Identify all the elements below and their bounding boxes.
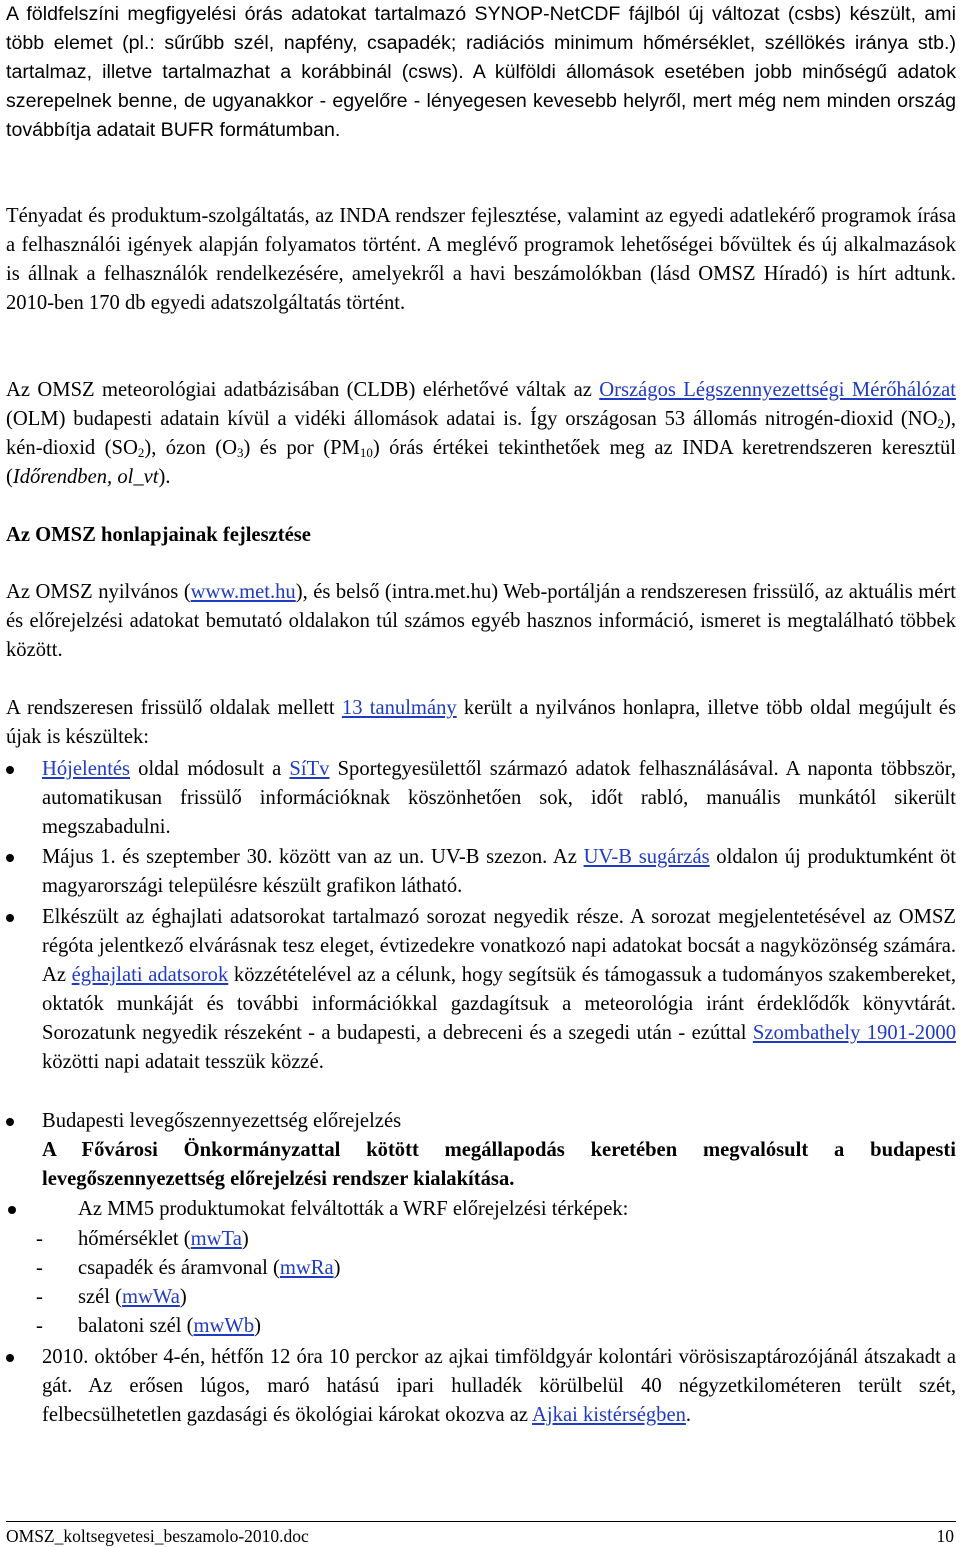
list-item-text: [42, 755, 956, 842]
text: közzétételével az a célunk, hogy segítsük és támogassuk a tudományos szakembereket, oktatók munkáját és további információkkal gazdagítsuk a meteorológia iránt érdeklődők könyvtárát. Sorozatunk negyedik részeként - a budapesti, a debreceni és a szegedi után - ezúttal: [42, 964, 956, 1044]
hojelentes-link[interactable]: Hójelentés: [42, 758, 131, 780]
list-item-text: [78, 1195, 956, 1224]
list-item: [6, 755, 956, 842]
wrf-item: [36, 1312, 956, 1341]
subscript: 2: [937, 416, 944, 431]
bullet-list: [6, 903, 956, 1077]
text: ), kén-dioxid (SO: [6, 408, 956, 459]
list-item-text: [42, 843, 956, 901]
met-hu-link[interactable]: www.met.hu: [190, 581, 296, 603]
section-heading: Az OMSZ honlapjainak fejlesztése: [6, 524, 311, 546]
studies-link[interactable]: 13 tanulmány: [341, 697, 457, 719]
text: Az OMSZ nyilvános (: [6, 581, 191, 603]
olm-link[interactable]: Országos Légszennyezettségi Mérőhálózat: [599, 379, 956, 401]
szombathely-link[interactable]: Szombathely 1901-2000: [752, 1022, 956, 1044]
list-item: [6, 1195, 956, 1224]
dash: -: [36, 1315, 43, 1337]
subscript: 2: [137, 445, 145, 460]
mwwa-link[interactable]: mwWa: [122, 1286, 180, 1308]
text: balatoni szél (: [78, 1315, 194, 1337]
bullet-icon: [6, 766, 14, 774]
text: (OLM) budapesti adatain kívül a vidéki állomások adatai is. Így országosan 53 állomás nitrogén-dioxid (NO: [6, 408, 938, 430]
bullet-list: [6, 755, 956, 842]
text: Elkészült az éghajlati adatsorokat tartalmazó sorozat negyedik része. A sorozat megjelentetésével az OMSZ régóta jelentkező elvárásnak tesz eleget, évtizedekre vonatkozó napi adatokat bocsát a nagyközönség számára. Az: [42, 906, 956, 986]
text: közötti napi adatait tesszük közzé.: [42, 1051, 324, 1073]
text: .: [685, 1404, 692, 1426]
bullet-icon: [6, 854, 14, 862]
climate-series-link[interactable]: éghajlati adatsorok: [71, 964, 229, 986]
text: ): [333, 1257, 341, 1279]
ajka-link[interactable]: Ajkai kistérségben: [532, 1404, 686, 1426]
text: ), és belső (intra.met.hu) Web-portálján a rendszeresen frissülő, az aktuális mért és előrejelzési adatokat bemutató oldalakon túl számos egyéb hasznos információ, ismeret is megtalálható többek között.: [6, 581, 956, 661]
text: ), ózon (O: [144, 437, 237, 459]
wrf-item: [36, 1225, 956, 1254]
mwwb-link[interactable]: mwWb: [193, 1315, 255, 1337]
text: 2010. október 4-én, hétfőn 12 óra 10 perckor az ajkai timföldgyár kolontári vörösiszaptározójánál átszakadt a gát. Az erősen lúgos, maró hatású ipari hulladék körülbelül 40 négyzetkilométeren terült szét, felbecsülhetetlen gazdasági és ökológiai károkat okozva az: [42, 1346, 956, 1426]
sitv-link[interactable]: SíTv: [289, 758, 330, 780]
text: csapadék és áramvonal (: [78, 1257, 280, 1279]
text: ): [254, 1315, 261, 1337]
text: hőmérséklet (: [78, 1228, 191, 1250]
bullet-icon: [6, 1354, 14, 1362]
list-item: [6, 903, 956, 1077]
text: ): [241, 1228, 249, 1250]
text: ) és por (PM: [243, 437, 360, 459]
paragraph-studies: [6, 694, 956, 752]
bullet-icon: [8, 1206, 16, 1214]
subscript: 3: [236, 445, 244, 460]
list-item-text: [42, 1343, 956, 1430]
paragraph-portal: [6, 578, 956, 665]
text: Május 1. és szeptember 30. között van az un. UV-B szezon. Az: [42, 846, 584, 868]
footer-divider: [6, 1521, 956, 1522]
list-item: [6, 843, 956, 901]
dash: -: [36, 1286, 43, 1308]
text: ) órás értékei tekinthetőek meg az INDA keretrendszeren keresztül (: [6, 437, 956, 488]
footer-filename: OMSZ_koltsegvetesi_beszamolo-2010.doc: [6, 1526, 309, 1546]
text: Az MM5 produktumokat felváltották a WRF előrejelzési térképek:: [78, 1198, 629, 1220]
text: A rendszeresen frissülő oldalak mellett: [6, 697, 342, 719]
list-item: [6, 1107, 956, 1194]
italic-text: Időrendben, ol_vt: [12, 466, 159, 488]
text: Sportegyesülettől származó adatok felhasználásával. A naponta többször, automatikusan frissülő információknak köszönhetően sok, időt rabló, manuális munkától sikerült megszabadulni.: [42, 758, 956, 838]
bullet-icon: [6, 1118, 14, 1126]
text: került a nyilvános honlapra, illetve több oldal megújult és újak is készültek:: [6, 697, 956, 748]
subscript: 10: [359, 445, 373, 460]
bullet-list: [6, 843, 956, 901]
mwta-link[interactable]: mwTa: [190, 1228, 242, 1250]
bullet-icon: [6, 914, 14, 922]
bullet-list: [6, 1107, 956, 1194]
wrf-item: [36, 1254, 956, 1283]
dash: -: [36, 1257, 43, 1279]
list-item: [6, 1343, 956, 1430]
list-item-text: [42, 903, 956, 1077]
paragraph-synop: A földfelszíni megfigyelési órás adatokat tartalmazó SYNOP-NetCDF fájlból új változat (csbs) készült, ami több elemet (pl.: sűrűbb szél, napfény, csapadék; radiációs minimum hőmérséklet, széllökés iránya stb.) tartalmaz, illetve tartalmazhat a korábbinál (csws). A külföldi állomások esetében jobb minőségű adatok szerepelnek benne, de ugyanakkor - egyelőre - lényegesen kevesebb helyről, mert még nem minden ország továbbítja adatait BUFR formátumban.: [6, 3, 956, 141]
page-number: 10: [936, 1526, 954, 1546]
mwra-link[interactable]: mwRa: [279, 1257, 334, 1279]
bullet-list: [6, 1195, 956, 1224]
text: szél (: [78, 1286, 123, 1308]
text: ): [179, 1286, 187, 1308]
text: ).: [158, 466, 171, 488]
paragraph-cldb: [6, 376, 956, 492]
page-footer: [6, 1526, 956, 1546]
text: Budapesti levegőszennyezettség előrejelzés: [42, 1110, 402, 1132]
text: oldal módosult a: [130, 758, 290, 780]
wrf-item: [36, 1283, 956, 1312]
bold-text: A Fővárosi Önkormányzattal kötött megállapodás keretében megvalósult a budapesti levegőszennyezettség előrejelzési rendszer kialakítása.: [42, 1139, 956, 1190]
bullet-list: [6, 1343, 956, 1430]
text: Az OMSZ meteorológiai adatbázisában (CLDB) elérhetővé váltak az: [6, 379, 600, 401]
uvb-link[interactable]: UV-B sugárzás: [583, 846, 710, 868]
dash: -: [36, 1228, 43, 1250]
paragraph-inda: Tényadat és produktum-szolgáltatás, az INDA rendszer fejlesztése, valamint az egyedi adatlekérő programok írása a felhasználói igények alapján folyamatos történt. A meglévő programok lehetőségei bővültek és új alkalmazások is állnak a felhasználók rendelkezésére, amelyekről a havi beszámolókban (lásd OMSZ Híradó) is hírt adtunk. 2010-ben 170 db egyedi adatszolgáltatás történt.: [6, 205, 956, 314]
list-item-text: [42, 1107, 956, 1194]
text: oldalon új produktumként öt magyarországi településre készült grafikon látható.: [42, 846, 956, 897]
